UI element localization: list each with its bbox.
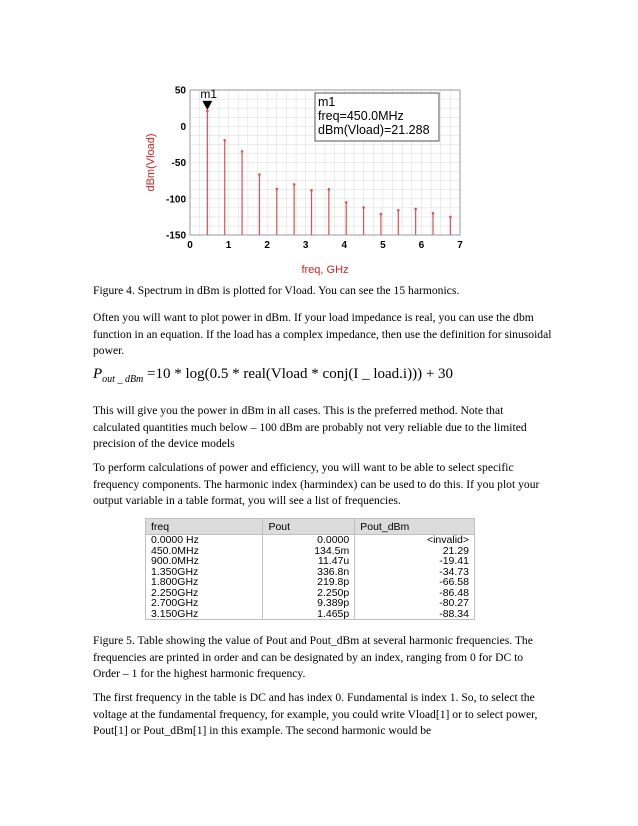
x-tick-label: 4 — [341, 240, 348, 251]
table-row — [146, 598, 475, 609]
spectrum-chart — [140, 80, 480, 285]
spectrum-point — [241, 150, 244, 153]
marker-readout-line: m1 — [318, 95, 336, 109]
cell-pout: 1.465p — [263, 609, 355, 620]
x-tick-label: 3 — [302, 240, 309, 251]
col-header-freq: freq — [146, 519, 263, 535]
spectrum-point — [328, 188, 331, 191]
y-tick-label: -50 — [171, 158, 186, 169]
y-tick-label: 50 — [174, 85, 186, 97]
table-row — [146, 556, 475, 567]
table-row — [146, 577, 475, 588]
paragraph-harmindex: To perform calculations of power and efficiency, you will want to be able to select specific frequency components. The harmonic index (harmindex) can be used to do this. If you plot your output variable in a table format, you will see a list of frequencies. — [93, 461, 540, 507]
col-header-pout-dbm: Pout_dBm — [355, 519, 475, 535]
cell-pout-dbm: -86.48 — [355, 588, 475, 599]
table-row — [146, 535, 475, 546]
cell-pout-dbm: -66.58 — [355, 577, 475, 588]
paragraph-dbm-intro: Often you will want to plot power in dBm. If your load impedance is real, you can use the dbm function in an equation. If the load has a complex impedance, then use the definition for sinusoidal power. — [93, 311, 552, 357]
spectrum-point — [397, 209, 400, 212]
cell-pout-dbm: <invalid> — [355, 535, 475, 546]
spectrum-point — [380, 213, 383, 216]
cell-pout: 11.47u — [263, 556, 355, 567]
spectrum-point — [432, 212, 435, 215]
x-tick-label: 2 — [264, 240, 270, 251]
y-tick-label: -100 — [165, 194, 186, 206]
marker-name: m1 — [200, 86, 218, 101]
cell-freq: 1.350GHz — [146, 567, 263, 578]
cell-pout: 219.8p — [263, 577, 355, 588]
cell-pout: 2.250p — [263, 588, 355, 599]
spectrum-point — [414, 208, 417, 211]
cell-pout: 9.389p — [263, 598, 355, 609]
y-tick-label: 0 — [180, 121, 186, 133]
cell-freq: 2.700GHz — [146, 598, 263, 609]
cell-pout-dbm: -88.34 — [355, 609, 475, 620]
x-tick-label: 1 — [225, 240, 232, 251]
paragraph-preferred-method: This will give you the power in dBm in all cases. This is the preferred method. Note that calculated quantities much below – 100 dBm are probably not very reliable due to the limited precision of the device models — [93, 404, 527, 450]
cell-freq: 0.0000 Hz — [146, 535, 263, 546]
cell-pout-dbm: -34.73 — [355, 567, 475, 578]
cell-pout-dbm: -19.41 — [355, 556, 475, 567]
spectrum-point — [223, 139, 226, 142]
y-axis-label: dBm(Vload) — [145, 133, 157, 192]
harmonic-table — [145, 518, 475, 620]
col-header-pout: Pout — [263, 519, 355, 535]
spectrum-point — [345, 201, 348, 204]
x-tick-label: 5 — [380, 240, 386, 251]
table-header-row — [146, 519, 475, 535]
spectrum-point — [449, 216, 452, 219]
cell-freq: 900.0MHz — [146, 556, 263, 567]
power-formula — [93, 366, 553, 385]
cell-freq: 1.800GHz — [146, 577, 263, 588]
spectrum-point — [258, 173, 261, 176]
figure4-caption: Figure 4. Spectrum in dBm is plotted for Vload. You can see the 15 harmonics. — [93, 284, 460, 297]
formula-rhs: =10 * log(0.5 * real(Vload * conj(I _ load.i))) + 30 — [147, 366, 454, 382]
spectrum-point — [275, 188, 278, 191]
cell-freq: 450.0MHz — [146, 546, 263, 557]
cell-pout: 134.5m — [263, 546, 355, 557]
x-tick-label: 0 — [187, 240, 193, 251]
spectrum-point — [293, 183, 296, 186]
cell-pout: 0.0000 — [263, 535, 355, 546]
spectrum-point — [362, 206, 365, 209]
x-tick-label: 7 — [457, 240, 463, 251]
y-tick-label: -150 — [165, 230, 186, 242]
marker-readout-line: dBm(Vload)=21.288 — [318, 123, 430, 137]
cell-freq: 2.250GHz — [146, 588, 263, 599]
x-tick-label: 6 — [418, 240, 425, 251]
cell-freq: 3.150GHz — [146, 609, 263, 620]
cell-pout-dbm: 21.29 — [355, 546, 475, 557]
spectrum-point — [206, 110, 209, 113]
spectrum-point — [310, 189, 313, 192]
cell-pout: 336.8n — [263, 567, 355, 578]
cell-pout-dbm: -80.27 — [355, 598, 475, 609]
marker-readout-line: freq=450.0MHz — [318, 109, 404, 123]
x-axis-label: freq, GHz — [301, 264, 349, 276]
paragraph-index-explanation: The first frequency in the table is DC and has index 0. Fundamental is index 1. So, to select the voltage at the fundamental frequency, for example, you could write Vload[1] or to select power, Pout[1] or Pout_dBm[1] in this example. The second harmonic would be — [93, 691, 538, 737]
formula-lhs: P — [93, 366, 103, 382]
formula-lhs-subscript: out _ dBm — [102, 374, 144, 385]
marker-triangle-icon — [202, 101, 212, 110]
table-row — [146, 609, 475, 620]
figure5-caption: Figure 5. Table showing the value of Pout and Pout_dBm at several harmonic frequencies. The frequencies are printed in order and can be designated by an index, ranging from 0 for DC to Order – 1 for the highest harmonic frequency. — [93, 634, 533, 680]
